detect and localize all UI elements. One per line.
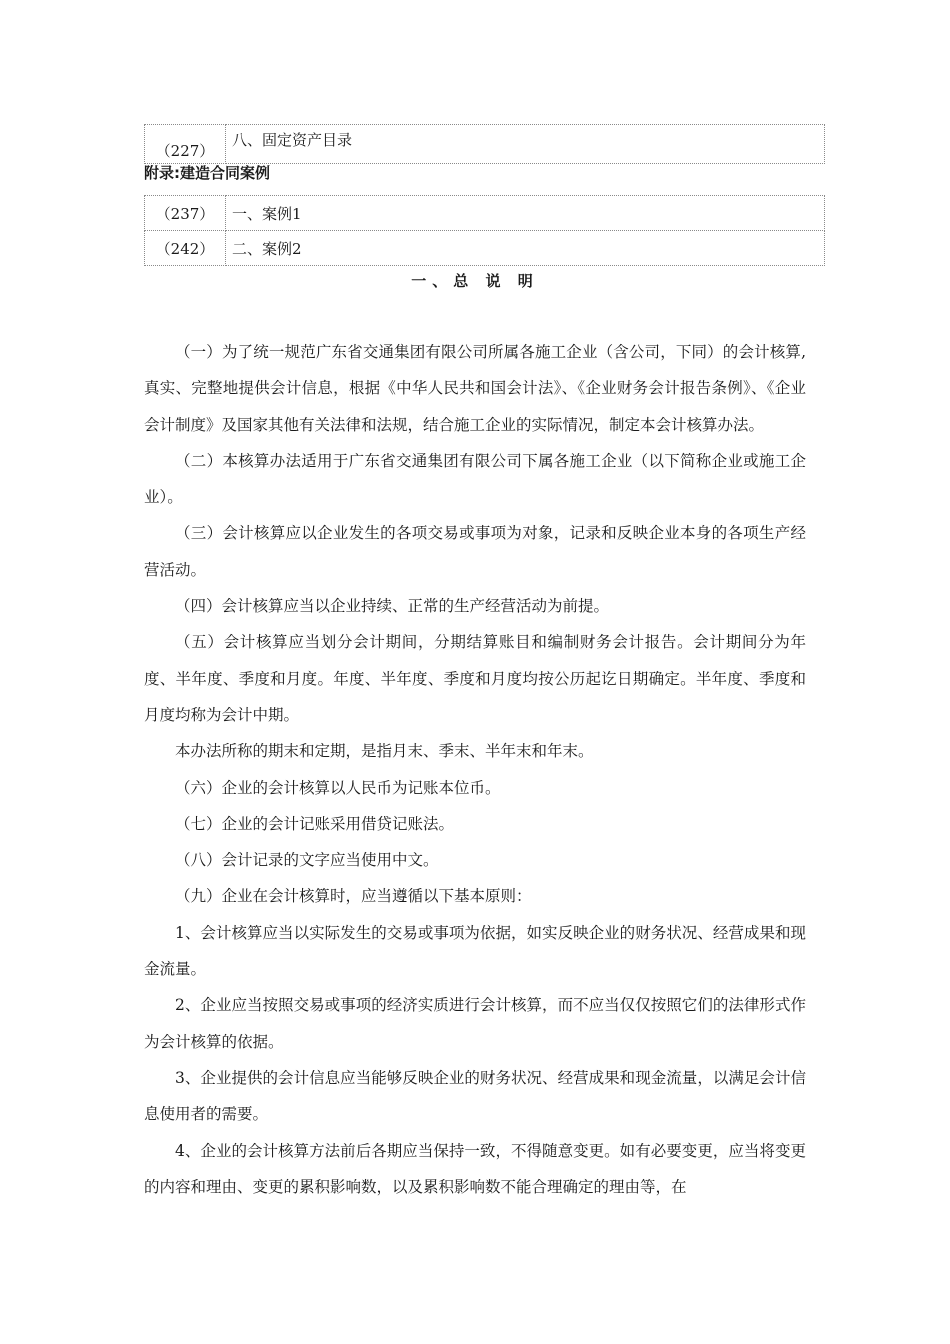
- paragraph: 4、企业的会计核算方法前后各期应当保持一致，不得随意变更。如有必要变更，应当将变更的内容和理由、变更的累积影响数，以及累积影响数不能合理确定的理由等，在: [144, 1141, 806, 1196]
- paragraph: （五）会计核算应当划分会计期间，分期结算账目和编制财务会计报告。会计期间分为年度、半年度、季度和月度。年度、半年度、季度和月度均按公历起讫日期确定。半年度、季度和月度均称为会计中期。: [144, 633, 806, 724]
- toc-row: [145, 125, 825, 164]
- toc-page-number: （237）: [145, 196, 226, 231]
- paragraph: （六）企业的会计核算以人民币为记账本位币。: [175, 778, 501, 797]
- paragraph: （一）为了统一规范广东省交通集团有限公司所属各施工企业（含公司，下同）的会计核算,真实、完整地提供会计信息，根据《中华人民共和国会计法》、《企业财务会计报告条例》、《企业会计制度》及国家其他有关法律和法规，结合施工企业的实际情况，制定本会计核算办法。: [144, 343, 806, 434]
- paragraph: （七）企业的会计记账采用借贷记账法。: [175, 814, 455, 833]
- toc-page-number: （242）: [145, 231, 226, 266]
- toc-table-top: [144, 124, 825, 164]
- toc-entry-title: 八、固定资产目录: [226, 125, 825, 164]
- paragraph: 2、企业应当按照交易或事项的经济实质进行会计核算，而不应当仅仅按照它们的法律形式作为会计核算的依据。: [144, 996, 806, 1051]
- toc-page-number: （227）: [145, 125, 226, 164]
- paragraph: （八）会计记录的文字应当使用中文。: [175, 851, 439, 870]
- paragraph: （九）企业在会计核算时，应当遵循以下基本原则：: [175, 887, 532, 906]
- toc-row: [145, 196, 825, 231]
- paragraph: 本办法所称的期末和定期，是指月末、季末、半年末和年末。: [175, 742, 594, 761]
- toc-entry-title: 二、案例2: [226, 231, 825, 266]
- body-text: [144, 334, 806, 1205]
- appendix-heading: 附录:建造合同案例: [144, 164, 270, 182]
- toc-table-bottom: [144, 195, 825, 266]
- toc-row: [145, 231, 825, 266]
- paragraph: 3、企业提供的会计信息应当能够反映企业的财务状况、经营成果和现金流量，以满足会计信息使用者的需要。: [144, 1068, 806, 1124]
- section-title: 一、总 说 明: [411, 272, 539, 290]
- paragraph: （四）会计核算应当以企业持续、正常的生产经营活动为前提。: [175, 597, 610, 616]
- paragraph: 1、会计核算应当以实际发生的交易或事项为依据，如实反映企业的财务状况、经营成果和现金流量。: [144, 923, 806, 979]
- paragraph: （二）本核算办法适用于广东省交通集团有限公司下属各施工企业（以下简称企业或施工企业）。: [144, 451, 806, 507]
- paragraph: （三）会计核算应以企业发生的各项交易或事项为对象，记录和反映企业本身的各项生产经营活动。: [144, 524, 806, 579]
- toc-entry-title: 一、案例1: [226, 196, 825, 231]
